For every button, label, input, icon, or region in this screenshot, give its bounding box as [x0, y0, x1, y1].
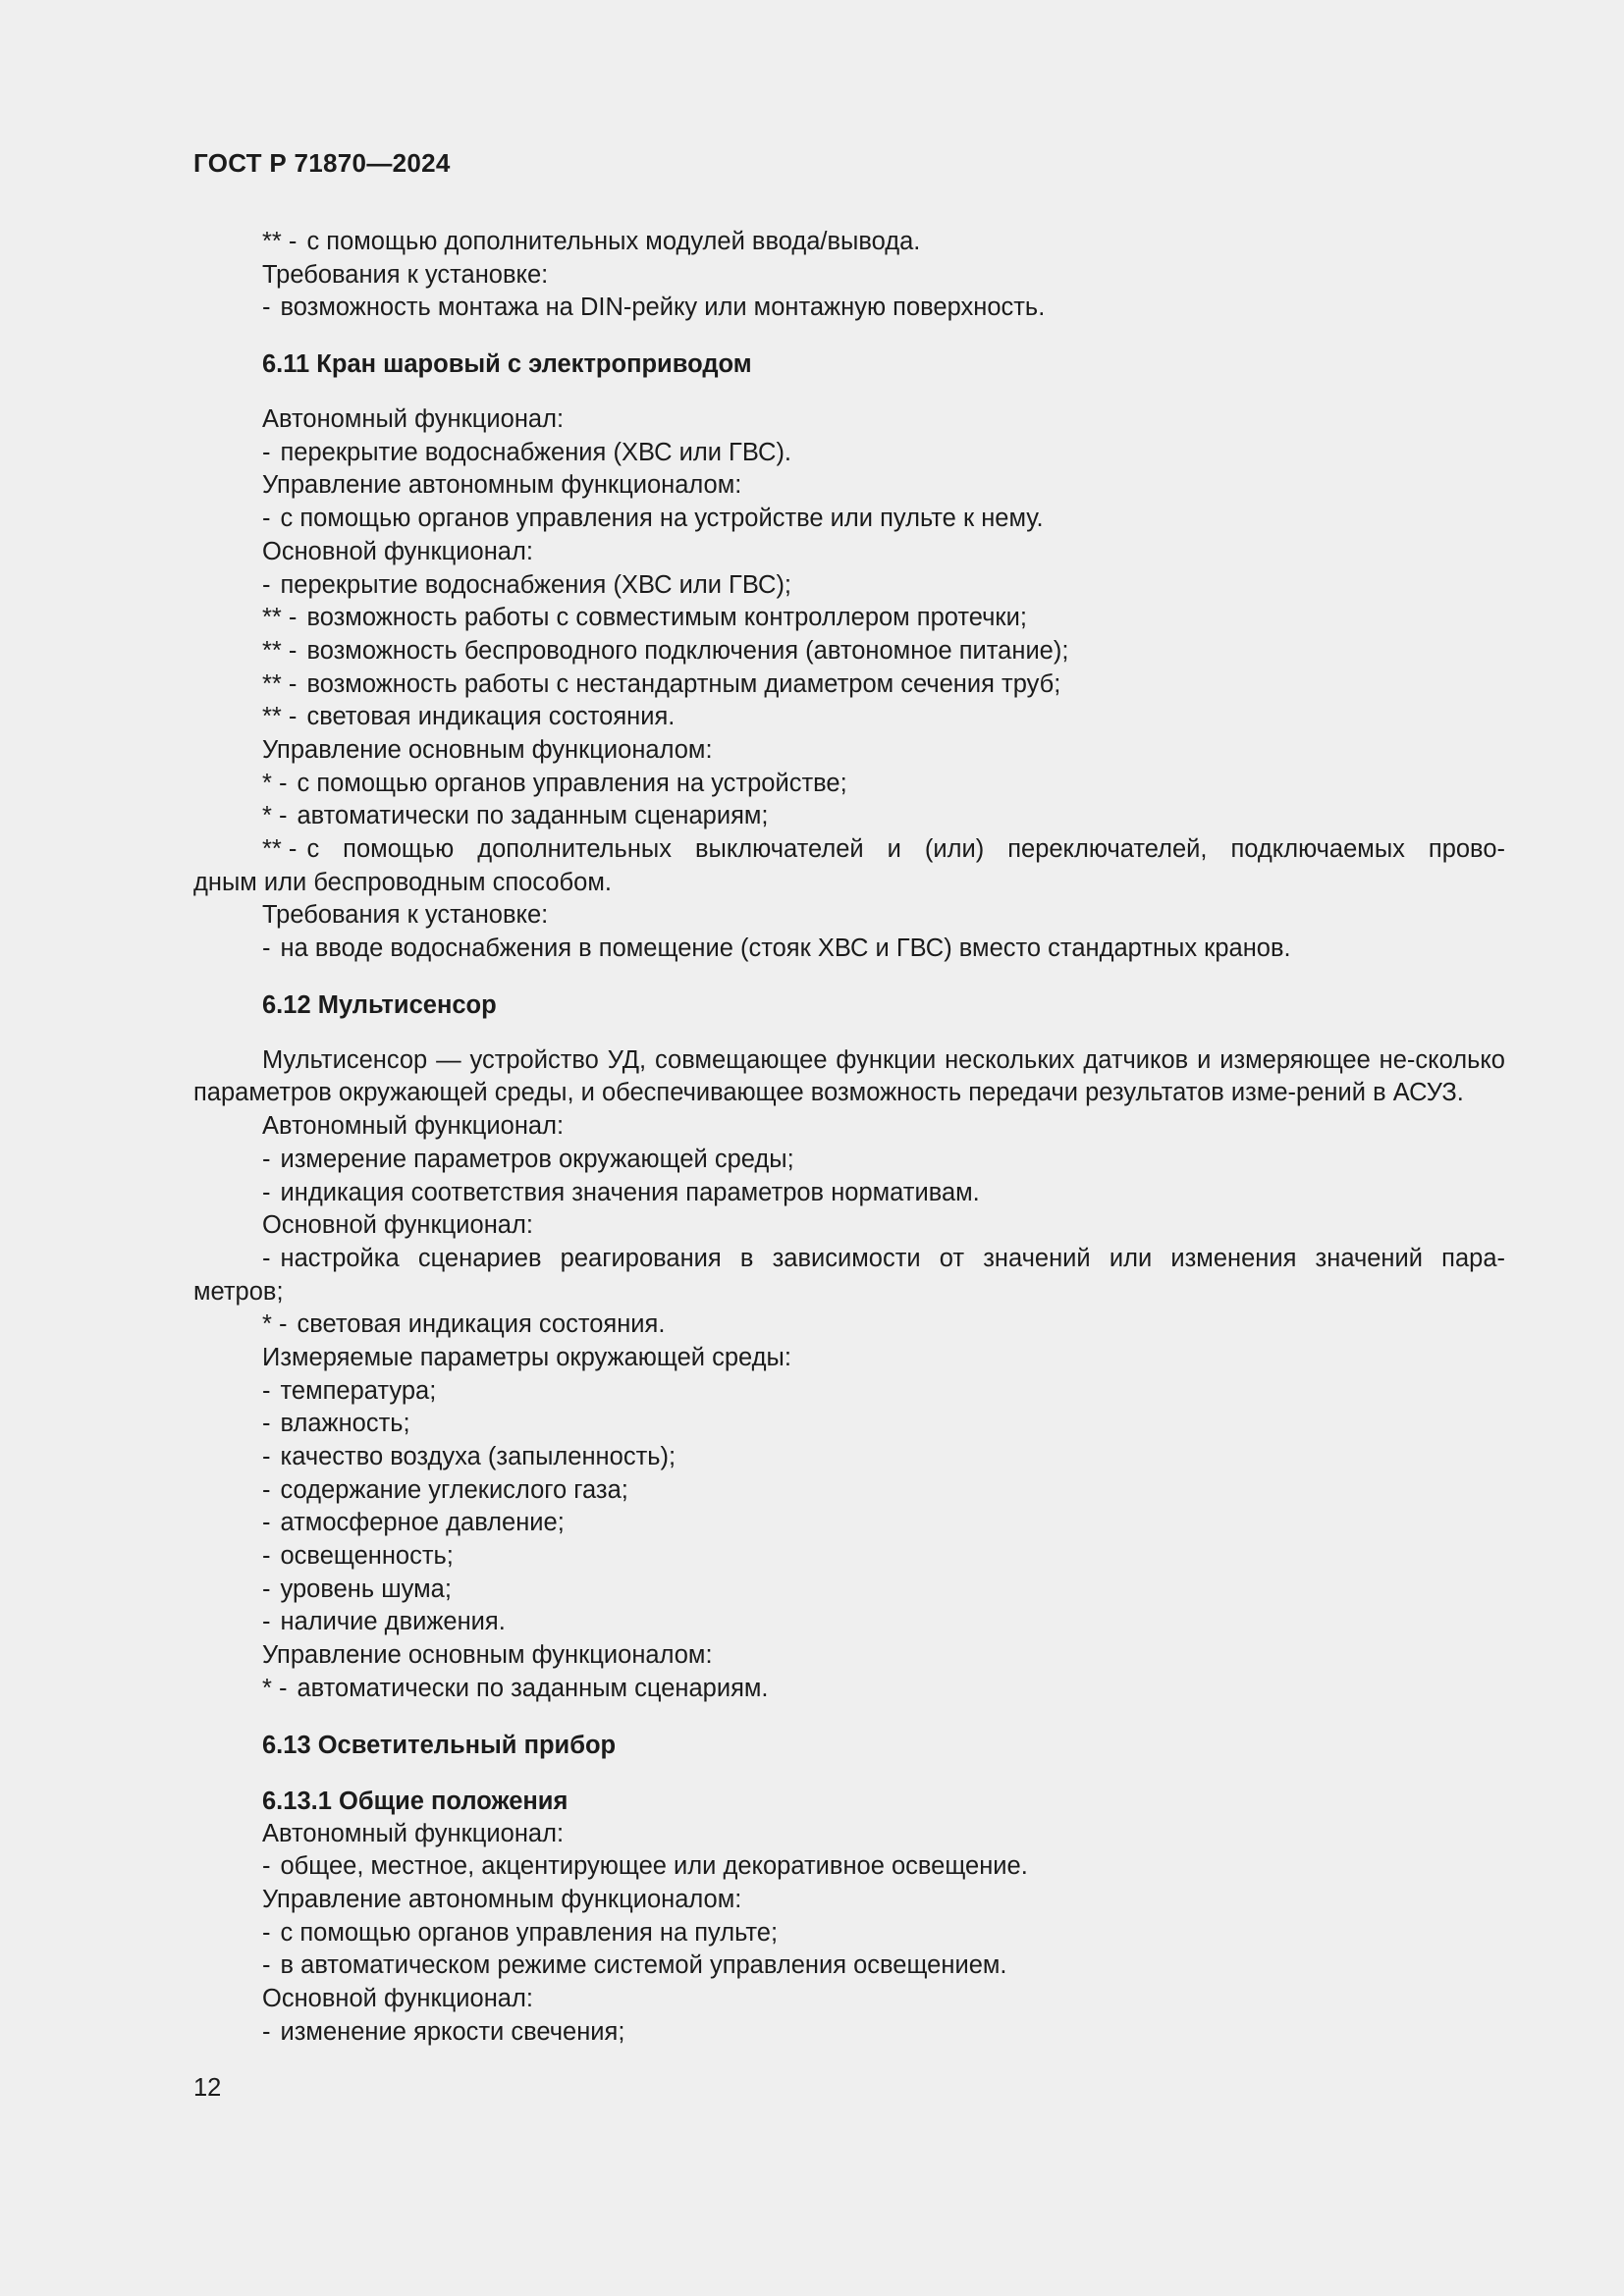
wrapped-list-item-continuation: дным или беспроводным способом. — [193, 868, 612, 896]
list-marker: - — [262, 1575, 271, 1603]
list-marker: - — [262, 1509, 271, 1537]
list-item-text: наличие движения. — [280, 1608, 506, 1636]
list-item-text: перекрытие водоснабжения (ХВС или ГВС). — [280, 438, 792, 466]
section-heading-6-13: 6.13 Осветительный прибор — [262, 1731, 617, 1759]
section-heading-6-11: 6.11 Кран шаровый с электроприводом — [262, 350, 752, 379]
list-item-text: автоматически по заданным сценариям. — [297, 1674, 769, 1702]
list-item — [193, 1441, 1505, 1474]
list-item-text: возможность работы с нестандартным диаметром сечения труб; — [306, 669, 1061, 698]
list-marker: ** - — [262, 835, 298, 863]
label-line — [193, 259, 1505, 293]
list-item-text: Управление автономным функционалом: — [262, 471, 742, 500]
document-code-header: ГОСТ Р 71870—2024 — [193, 148, 451, 178]
list-marker: - — [262, 1608, 271, 1636]
list-marker: ** - — [262, 669, 298, 698]
wrapped-list-item-continuation: метров; — [193, 1277, 284, 1306]
list-item-text: в автоматическом режиме системой управления освещением. — [280, 1951, 1007, 1980]
list-item-text: уровень шума; — [280, 1575, 452, 1603]
list-item — [193, 1983, 1505, 2016]
list-marker: - — [262, 1951, 271, 1980]
list-item — [193, 668, 1505, 702]
list-item — [193, 2016, 1505, 2050]
list-item-text: Управление автономным функционалом: — [262, 1885, 742, 1913]
list-item-text: световая индикация состояния. — [297, 1310, 666, 1339]
list-marker: - — [262, 934, 271, 963]
list-item-text: Требования к установке: — [262, 901, 549, 930]
list-marker: - — [262, 505, 271, 533]
list-marker: ** - — [262, 228, 298, 255]
list-item — [193, 403, 1505, 437]
list-item-text: температура; — [280, 1376, 437, 1405]
section-6-12-lines — [193, 1110, 1505, 1705]
list-item — [193, 536, 1505, 569]
list-marker: - — [262, 1178, 271, 1206]
list-item — [193, 602, 1505, 635]
list-item — [193, 226, 1505, 259]
list-item-text: Автономный функционал: — [262, 1112, 565, 1141]
page-body — [193, 226, 1505, 2049]
list-item-text: Автономный функционал: — [262, 1819, 565, 1847]
list-marker: - — [262, 1145, 271, 1173]
list-item-text: Основной функционал: — [262, 537, 533, 565]
list-item — [193, 1342, 1505, 1375]
list-item — [193, 1110, 1505, 1144]
definition-paragraph: Мультисенсор — устройство УД, совмещающее функции нескольких датчиков и измеряющее не-сколько параметров окружающей среды, и обеспечивающее возможность передачи результатов изме-рений в АСУЗ. — [193, 1045, 1505, 1107]
list-marker: ** - — [262, 604, 298, 632]
subsection-heading-6-13-1: 6.13.1 Общие положения — [262, 1787, 568, 1815]
list-item — [193, 1884, 1505, 1917]
list-marker: - — [262, 294, 271, 322]
list-item — [193, 1540, 1505, 1574]
list-item — [193, 1209, 1505, 1243]
list-item — [193, 1639, 1505, 1673]
list-item — [193, 1474, 1505, 1508]
list-item — [193, 800, 1505, 833]
list-marker: - — [262, 1410, 271, 1438]
list-item — [193, 292, 1505, 325]
wrapped-list-item-line — [193, 1243, 1505, 1276]
list-item-text: Управление основным функционалом: — [262, 735, 713, 764]
list-item — [193, 1917, 1505, 1950]
list-item — [193, 933, 1505, 966]
list-item-text: перекрытие водоснабжения (ХВС или ГВС); — [280, 570, 792, 599]
list-item-text: Основной функционал: — [262, 1984, 533, 2012]
list-marker: - — [262, 1542, 271, 1571]
list-item-text: с помощью органов управления на пульте; — [280, 1918, 779, 1947]
list-item — [193, 701, 1505, 734]
wrapped-list-item-line — [193, 833, 1505, 867]
list-item-text: Измеряемые параметры окружающей среды: — [262, 1343, 791, 1371]
list-marker: - — [262, 1918, 271, 1947]
list-item — [193, 635, 1505, 668]
list-item-text: индикация соответствия значения параметров нормативам. — [280, 1178, 980, 1206]
list-item — [193, 734, 1505, 768]
section-heading-6-12: 6.12 Мультисенсор — [262, 990, 497, 1019]
list-item — [193, 503, 1505, 536]
list-item-text: качество воздуха (запыленность); — [280, 1443, 677, 1471]
list-item — [193, 437, 1505, 470]
list-item-text: возможность работы с совместимым контроллером протечки; — [306, 604, 1027, 632]
list-item — [193, 1375, 1505, 1409]
list-item-text: световая индикация состояния. — [306, 703, 676, 731]
list-marker: - — [262, 1443, 271, 1471]
list-item-text: настройка сценариев реагирования в зависимости от значений или изменения значений пара- — [280, 1244, 1505, 1272]
list-item — [193, 1308, 1505, 1342]
list-item-text: возможность беспроводного подключения (автономное питание); — [306, 636, 1069, 665]
list-item-text: с помощью дополнительных выключателей и (или) переключателей, подключаемых прово- — [306, 835, 1505, 863]
list-item-text: Основной функционал: — [262, 1211, 533, 1240]
list-item-text: Автономный функционал: — [262, 405, 565, 434]
section-6-13-lines — [193, 1818, 1505, 2050]
list-marker: - — [262, 438, 271, 466]
list-item — [193, 1408, 1505, 1441]
label-text: Требования к установке: — [262, 260, 549, 289]
list-item — [193, 1673, 1505, 1706]
list-item — [193, 1606, 1505, 1639]
list-item — [193, 1850, 1505, 1884]
list-marker: - — [262, 1475, 271, 1504]
list-item-text: изменение яркости свечения; — [280, 2017, 625, 2046]
list-item-text: автоматически по заданным сценариям; — [297, 802, 769, 830]
list-marker: - — [262, 1852, 271, 1881]
list-marker: * - — [262, 802, 288, 830]
list-item-text: атмосферное давление; — [280, 1509, 565, 1537]
list-item — [193, 1177, 1505, 1210]
list-item-text: освещенность; — [280, 1542, 454, 1571]
list-marker: - — [262, 570, 271, 599]
list-item-text: возможность монтажа на DIN-рейку или монтажную поверхность. — [280, 294, 1046, 322]
list-marker: ** - — [262, 703, 298, 731]
page-number: 12 — [193, 2074, 222, 2102]
list-item — [193, 469, 1505, 503]
list-marker: * - — [262, 769, 288, 797]
list-item-text: на вводе водоснабжения в помещение (стояк ХВС и ГВС) вместо стандартных кранов. — [280, 934, 1291, 963]
list-item — [193, 1574, 1505, 1607]
list-item — [193, 899, 1505, 933]
list-marker: * - — [262, 1310, 288, 1339]
list-item-text: с помощью дополнительных модулей ввода/вывода. — [306, 228, 921, 255]
list-item-text: измерение параметров окружающей среды; — [280, 1145, 794, 1173]
list-item — [193, 1507, 1505, 1540]
list-marker: - — [262, 1244, 271, 1272]
list-item-text: с помощью органов управления на устройстве; — [297, 769, 847, 797]
list-marker: ** - — [262, 636, 298, 665]
list-marker: * - — [262, 1674, 288, 1702]
list-item-text: Управление основным функционалом: — [262, 1641, 713, 1670]
list-item — [193, 768, 1505, 801]
list-item — [193, 569, 1505, 603]
list-item — [193, 1949, 1505, 1983]
list-item-text: общее, местное, акцентирующее или декоративное освещение. — [280, 1852, 1028, 1881]
list-item-text: влажность; — [280, 1410, 410, 1438]
section-6-11-lines — [193, 403, 1505, 966]
list-item — [193, 1818, 1505, 1851]
list-item — [193, 1144, 1505, 1177]
list-marker: - — [262, 2017, 271, 2046]
list-item-text: содержание углекислого газа; — [280, 1475, 628, 1504]
list-item-text: с помощью органов управления на устройстве или пульте к нему. — [280, 505, 1044, 533]
list-marker: - — [262, 1376, 271, 1405]
